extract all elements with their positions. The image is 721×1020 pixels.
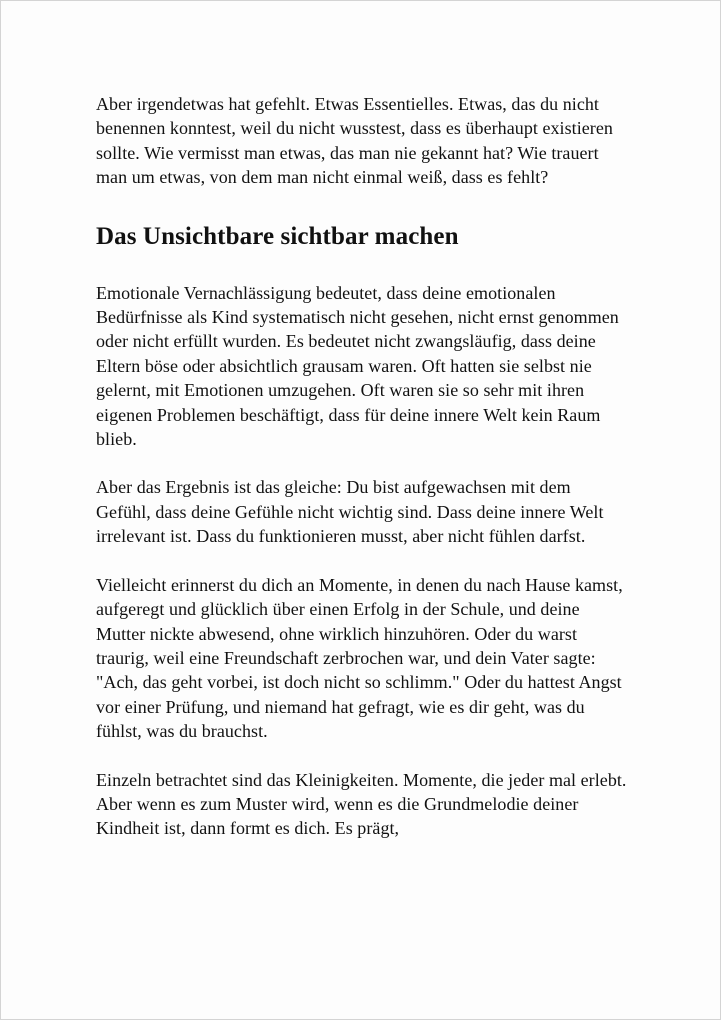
body-paragraph: Emotionale Vernachlässigung bedeutet, dass deine emotionalen Bedürfnisse als Kind systematisch nicht gesehen, nicht ernst genommen oder nicht erfüllt wurden. Es bedeutet nicht zwangsläufig, dass deine Eltern böse oder absichtlich grausam waren. Oft hatten sie selbst nie gelernt, mit Emotionen umzugehen. Oft waren sie so sehr mit ihren eigenen Problemen beschäftigt, dass für deine innere Welt kein Raum blieb. — [96, 282, 619, 450]
body-paragraph: Einzeln betrachtet sind das Kleinigkeiten. Momente, die jeder mal erlebt. Aber wenn es zum Muster wird, wenn es die Grundmelodie deiner Kindheit ist, dann formt es dich. Es prägt, — [96, 769, 627, 839]
intro-paragraph: Aber irgendetwas hat gefehlt. Etwas Essentielles. Etwas, das du nicht benennen konntest, weil du nicht wusstest, dass es überhaupt existieren sollte. Wie vermisst man etwas, das man nie gekannt hat? Wie trauert man um etwas, von dem man nicht einmal weiß, dass es fehlt? — [96, 94, 613, 188]
body-paragraph: Vielleicht erinnerst du dich an Momente, in denen du nach Hause kamst, aufgeregt und glücklich über einen Erfolg in der Schule, und deine Mutter nickte abwesend, ohne wirklich hinzuhören. Oder du warst traurig, weil eine Freundschaft zerbrochen war, und dein Vater sagte: "Ach, das geht vorbei, ist doch nicht so schlimm." Oder du hattest Angst vor einer Prüfung, und niemand hat gefragt, wie es dir geht, was du fühlst, was du brauchst. — [96, 574, 623, 742]
page-content — [1, 1, 720, 841]
section-heading: Das Unsichtbare sichtbar machen — [96, 222, 459, 250]
body-paragraph: Aber das Ergebnis ist das gleiche: Du bist aufgewachsen mit dem Gefühl, dass deine Gefühle nicht wichtig sind. Dass deine innere Welt irrelevant ist. Dass du funktionieren musst, aber nicht fühlen darfst. — [96, 477, 604, 547]
